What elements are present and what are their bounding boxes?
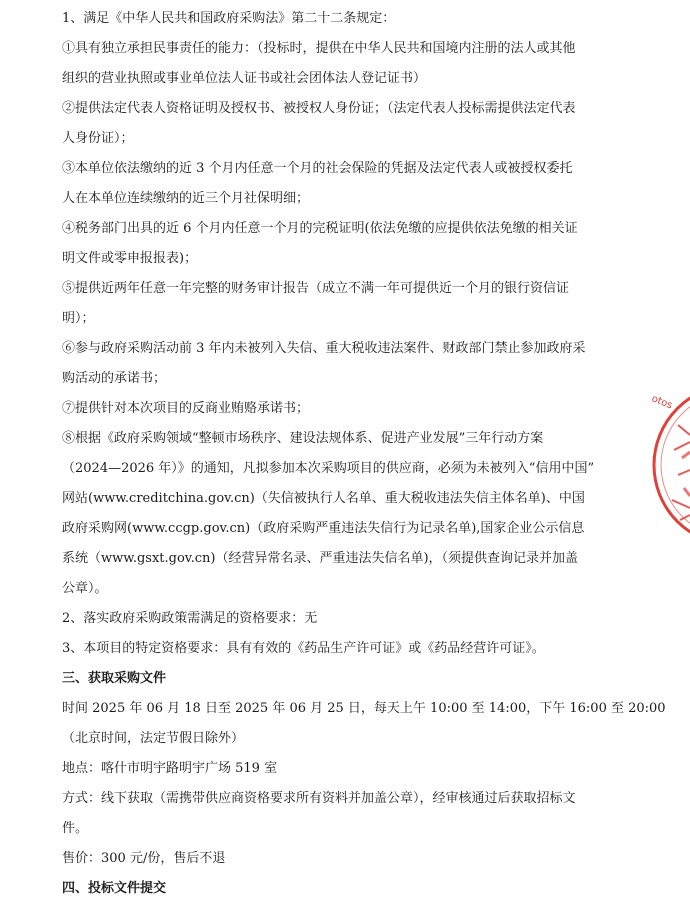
text-line: 人在本单位连续缴纳的近三个月社保明细； (62, 191, 310, 206)
section-heading: 三、获取采购文件 (62, 671, 167, 686)
text-line: 公章）。 (62, 581, 108, 596)
text-line: 2、落实政府采购政策需满足的资格要求：无 (62, 611, 318, 626)
text-line: 方式：线下获取（需携带供应商资格要求所有资料并加盖公章），经审核通过后获取招标文 (62, 791, 576, 806)
text-line: ④税务部门出具的近 6 个月内任意一个月的完税证明(依法免缴的应提供依法免缴的相关证 (62, 221, 578, 236)
text-line: 系统（www.gsxt.gov.cn)（经营异常名录、严重违法失信名单)，（须提供查询记录并加盖 (62, 551, 579, 566)
text-line: 1、满足《中华人民共和国政府采购法》第二十二条规定： (62, 11, 396, 26)
text-line: 售价：300 元/份，售后不退 (62, 851, 226, 866)
official-seal (644, 380, 690, 550)
text-line: ⑦提供针对本次项目的反商业贿赂承诺书； (62, 401, 310, 416)
text-line: 人身份证）； (62, 131, 134, 146)
seal-text: otos (649, 393, 674, 412)
text-line: 组织的营业执照或事业单位法人证书或社会团体法人登记证书） (62, 71, 427, 86)
text-line: 购活动的承诺书； (62, 371, 167, 386)
text-line: 3、本项目的特定资格要求：具有有效的《药品生产许可证》或《药品经营许可证》。 (62, 641, 545, 656)
text-line: 明文件或零申报报表)； (62, 251, 198, 266)
text-line: 明）； (62, 311, 95, 326)
text-line: ①具有独立承担民事责任的能力：（投标时，提供在中华人民共和国境内注册的法人或其他 (62, 41, 576, 56)
text-line: ③本单位依法缴纳的近 3 个月内任意一个月的社会保险的凭据及法定代表人或被授权委托 (62, 161, 573, 176)
text-line: ⑥参与政府采购活动前 3 年内未被列入失信、重大税收违法案件、财政部门禁止参加政府采 (62, 341, 586, 356)
text-line: ②提供法定代表人资格证明及授权书、被授权人身份证；（法定代表人投标需提供法定代表 (62, 101, 576, 116)
text-line: （2024—2026 年）》的通知，凡拟参加本次采购项目的供应商，必须为未被列入“信用中国” (62, 461, 595, 476)
text-line: 件。 (62, 821, 89, 836)
section-heading: 四、投标文件提交 (62, 881, 167, 896)
text-line: （北京时间，法定节假日除外） (62, 731, 245, 746)
text-line: ⑧根据《政府采购领域“整顿市场秩序、建设法规体系、促进产业发展”三年行动方案 (62, 431, 544, 446)
text-line: 网站(www.creditchina.gov.cn)（失信被执行人名单、重大税收违法失信主体名单)、中国 (62, 491, 585, 506)
text-line: 政府采购网(www.ccgp.gov.cn)（政府采购严重违法失信行为记录名单),国家企业公示信息 (62, 521, 585, 536)
text-line: 地点：喀什市明宇路明宇广场 519 室 (62, 761, 278, 776)
text-line: 时间 2025 年 06 月 18 日至 2025 年 06 月 25 日，每天上午 10:00 至 14:00，下午 16:00 至 20:00 (62, 701, 666, 716)
text-line: ⑤提供近两年任意一年完整的财务审计报告（成立不满一年可提供近一个月的银行资信证 (62, 281, 570, 296)
